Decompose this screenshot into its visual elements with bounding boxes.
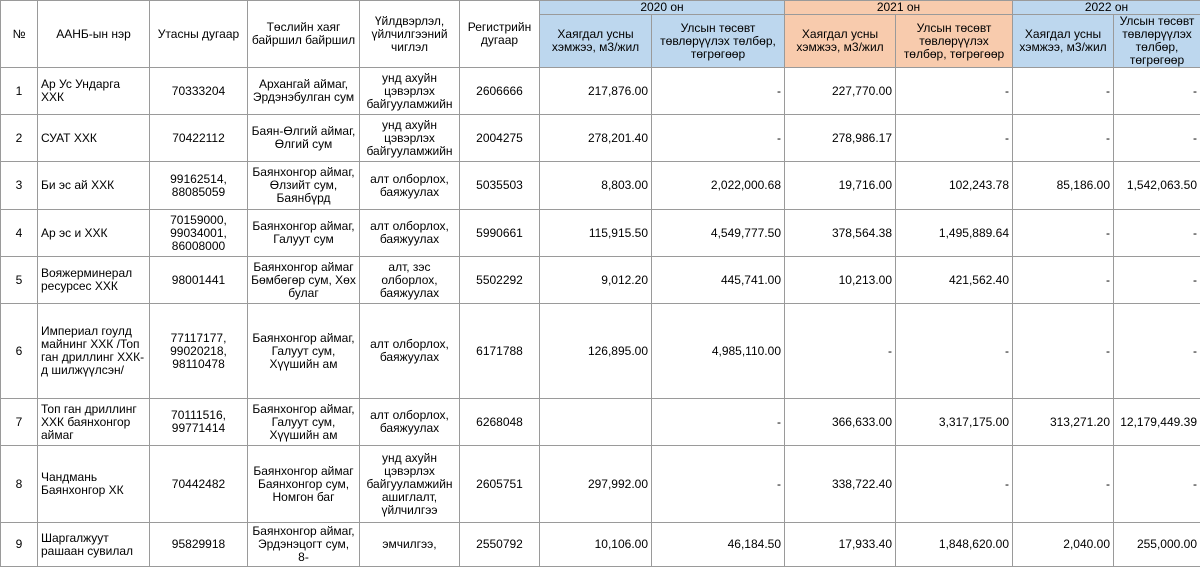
header-2021-fee: Улсын төсөвт төвлөрүүлэх төлбөр, төгрөгөөр xyxy=(896,15,1013,68)
2022-fee: - xyxy=(1114,304,1200,399)
project-address: Баянхонгор аймаг, Өлзийт сум, Баянбүрд xyxy=(248,162,360,210)
2021-fee: 1,495,889.64 xyxy=(896,210,1013,257)
project-address: Баян-Өлгий аймаг, Өлгий сум xyxy=(248,115,360,162)
2020-wastewater-volume: 278,201.40 xyxy=(540,115,652,162)
phone-number: 95829918 xyxy=(150,523,248,567)
row-number: 5 xyxy=(1,257,38,304)
registry-number: 2606666 xyxy=(460,68,540,115)
company-name: Топ ган дриллинг ХХК баянхонгор аймаг xyxy=(38,399,150,446)
company-name: Империал гоулд майнинг ХХК /Топ ган дриллинг ХХК-д шилжүүлсэн/ xyxy=(38,304,150,399)
activity-type: унд ахуйн цэвэрлэх байгууламжийн xyxy=(360,115,460,162)
2022-wastewater-volume: - xyxy=(1013,446,1114,523)
2022-fee: 255,000.00 xyxy=(1114,523,1200,567)
2022-fee: 1,542,063.50 xyxy=(1114,162,1200,210)
2022-fee: - xyxy=(1114,446,1200,523)
registry-number: 5502292 xyxy=(460,257,540,304)
header-year-2020: 2020 он xyxy=(540,1,785,15)
registry-number: 5990661 xyxy=(460,210,540,257)
2021-fee: - xyxy=(896,68,1013,115)
2022-fee: - xyxy=(1114,257,1200,304)
table-row[interactable] xyxy=(1,115,1200,162)
2020-wastewater-volume: 217,876.00 xyxy=(540,68,652,115)
2021-wastewater-volume: 227,770.00 xyxy=(785,68,896,115)
phone-number: 77117177, 99020218, 98110478 xyxy=(150,304,248,399)
2021-wastewater-volume: 17,933.40 xyxy=(785,523,896,567)
row-number: 8 xyxy=(1,446,38,523)
row-number: 4 xyxy=(1,210,38,257)
table-row[interactable] xyxy=(1,257,1200,304)
header-year-2021: 2021 он xyxy=(785,1,1013,15)
project-address: Баянхонгор аймаг, Эрдэнэцогт сум, 8- xyxy=(248,523,360,567)
project-address: Баянхонгор аймаг Бөмбөгөр сум, Хөх булаг xyxy=(248,257,360,304)
2022-wastewater-volume: - xyxy=(1013,210,1114,257)
row-number: 3 xyxy=(1,162,38,210)
header-address: Төслийн хаяг байршил байршил xyxy=(248,1,360,68)
phone-number: 70159000, 99034001, 86008000 xyxy=(150,210,248,257)
company-name: Ар Ус Ундарга ХХК xyxy=(38,68,150,115)
company-name: Ар эс и ХХК xyxy=(38,210,150,257)
row-number: 9 xyxy=(1,523,38,567)
table-row[interactable] xyxy=(1,68,1200,115)
phone-number: 70111516, 99771414 xyxy=(150,399,248,446)
2020-fee: 4,549,777.50 xyxy=(652,210,785,257)
2021-wastewater-volume: 378,564.38 xyxy=(785,210,896,257)
company-name: Чандмань Баянхонгор ХК xyxy=(38,446,150,523)
2022-wastewater-volume: - xyxy=(1013,115,1114,162)
activity-type: алт олборлох, баяжуулах xyxy=(360,210,460,257)
activity-type: унд ахуйн цэвэрлэх байгууламжийн xyxy=(360,68,460,115)
2020-fee: - xyxy=(652,115,785,162)
activity-type: эмчилгээ, xyxy=(360,523,460,567)
2021-fee: 1,848,620.00 xyxy=(896,523,1013,567)
2021-fee: 3,317,175.00 xyxy=(896,399,1013,446)
2021-wastewater-volume: 278,986.17 xyxy=(785,115,896,162)
activity-type: алт, зэс олборлох, баяжуулах xyxy=(360,257,460,304)
2020-wastewater-volume: 8,803.00 xyxy=(540,162,652,210)
project-address: Баянхонгор аймаг, Галуут сум, Хүүшийн ам xyxy=(248,304,360,399)
2021-wastewater-volume: 10,213.00 xyxy=(785,257,896,304)
2021-fee: 102,243.78 xyxy=(896,162,1013,210)
row-number: 2 xyxy=(1,115,38,162)
header-activity: Үйлдвэрлэл, үйлчилгээний чиглэл xyxy=(360,1,460,68)
header-no: № xyxy=(1,1,38,68)
table-row[interactable] xyxy=(1,523,1200,567)
company-name: Шаргалжуут рашаан сувилал xyxy=(38,523,150,567)
2020-fee: - xyxy=(652,446,785,523)
2021-fee: - xyxy=(896,304,1013,399)
table-row[interactable] xyxy=(1,162,1200,210)
phone-number: 70422112 xyxy=(150,115,248,162)
activity-type: унд ахуйн цэвэрлэх байгууламжийн ашиглалт, үйлчилгээ xyxy=(360,446,460,523)
2020-wastewater-volume: 115,915.50 xyxy=(540,210,652,257)
2021-wastewater-volume: 19,716.00 xyxy=(785,162,896,210)
2020-wastewater-volume: 9,012.20 xyxy=(540,257,652,304)
2020-fee: 4,985,110.00 xyxy=(652,304,785,399)
2020-fee: 445,741.00 xyxy=(652,257,785,304)
2021-fee: 421,562.40 xyxy=(896,257,1013,304)
project-address: Баянхонгор аймаг, Галуут сум xyxy=(248,210,360,257)
2020-wastewater-volume xyxy=(540,399,652,446)
2020-fee: 2,022,000.68 xyxy=(652,162,785,210)
header-2022-usage: Хаягдал усны хэмжээ, м3/жил xyxy=(1013,15,1114,68)
2022-wastewater-volume: 85,186.00 xyxy=(1013,162,1114,210)
header-2020-fee: Улсын төсөвт төвлөрүүлэх төлбөр, төгрөгөөр xyxy=(652,15,785,68)
header-2021-usage: Хаягдал усны хэмжээ, м3/жил xyxy=(785,15,896,68)
2022-fee: - xyxy=(1114,115,1200,162)
activity-type: алт олборлох, баяжуулах xyxy=(360,399,460,446)
registry-number: 6171788 xyxy=(460,304,540,399)
2021-wastewater-volume: 366,633.00 xyxy=(785,399,896,446)
project-address: Архангай аймаг, Эрдэнэбулган сум xyxy=(248,68,360,115)
phone-number: 98001441 xyxy=(150,257,248,304)
table-body xyxy=(1,68,1200,567)
2021-wastewater-volume: 338,722.40 xyxy=(785,446,896,523)
2022-wastewater-volume: 313,271.20 xyxy=(1013,399,1114,446)
activity-type: алт олборлох, баяжуулах xyxy=(360,304,460,399)
company-name: Би эс ай ХХК xyxy=(38,162,150,210)
2022-wastewater-volume: 2,040.00 xyxy=(1013,523,1114,567)
registry-number: 5035503 xyxy=(460,162,540,210)
2022-fee: - xyxy=(1114,68,1200,115)
registry-number: 2605751 xyxy=(460,446,540,523)
registry-number: 2004275 xyxy=(460,115,540,162)
company-name: СУАТ ХХК xyxy=(38,115,150,162)
2022-wastewater-volume: - xyxy=(1013,68,1114,115)
2022-wastewater-volume: - xyxy=(1013,304,1114,399)
registry-number: 6268048 xyxy=(460,399,540,446)
table-row[interactable] xyxy=(1,399,1200,446)
project-address: Баянхонгор аймаг Баянхонгор сум, Номгон баг xyxy=(248,446,360,523)
2020-fee: 46,184.50 xyxy=(652,523,785,567)
2020-wastewater-volume: 10,106.00 xyxy=(540,523,652,567)
header-2022-fee: Улсын төсөвт төвлөрүүлэх төлбөр, төгрөгөөр xyxy=(1114,15,1200,68)
header-registry: Регистрийн дугаар xyxy=(460,1,540,68)
phone-number: 99162514, 88085059 xyxy=(150,162,248,210)
registry-number: 2550792 xyxy=(460,523,540,567)
project-address: Баянхонгор аймаг, Галуут сум, Хүүшийн ам xyxy=(248,399,360,446)
header-2020-usage: Хаягдал усны хэмжээ, м3/жил xyxy=(540,15,652,68)
2022-fee: 12,179,449.39 xyxy=(1114,399,1200,446)
header-year-2022: 2022 он xyxy=(1013,1,1200,15)
phone-number: 70442482 xyxy=(150,446,248,523)
2021-fee: - xyxy=(896,446,1013,523)
row-number: 1 xyxy=(1,68,38,115)
table-row[interactable] xyxy=(1,446,1200,523)
phone-number: 70333204 xyxy=(150,68,248,115)
2020-wastewater-volume: 297,992.00 xyxy=(540,446,652,523)
2022-fee: - xyxy=(1114,210,1200,257)
header-company-name: ААНБ-ын нэр xyxy=(38,1,150,68)
company-name: Вояжерминерал ресурсес ХХК xyxy=(38,257,150,304)
2021-fee: - xyxy=(896,115,1013,162)
2022-wastewater-volume: - xyxy=(1013,257,1114,304)
row-number: 7 xyxy=(1,399,38,446)
header-phone: Утасны дугаар xyxy=(150,1,248,68)
2020-fee: - xyxy=(652,68,785,115)
table-row[interactable] xyxy=(1,304,1200,399)
2021-wastewater-volume: - xyxy=(785,304,896,399)
2020-fee: - xyxy=(652,399,785,446)
row-number: 6 xyxy=(1,304,38,399)
table-row[interactable] xyxy=(1,210,1200,257)
2020-wastewater-volume: 126,895.00 xyxy=(540,304,652,399)
activity-type: алт олборлох, баяжуулах xyxy=(360,162,460,210)
